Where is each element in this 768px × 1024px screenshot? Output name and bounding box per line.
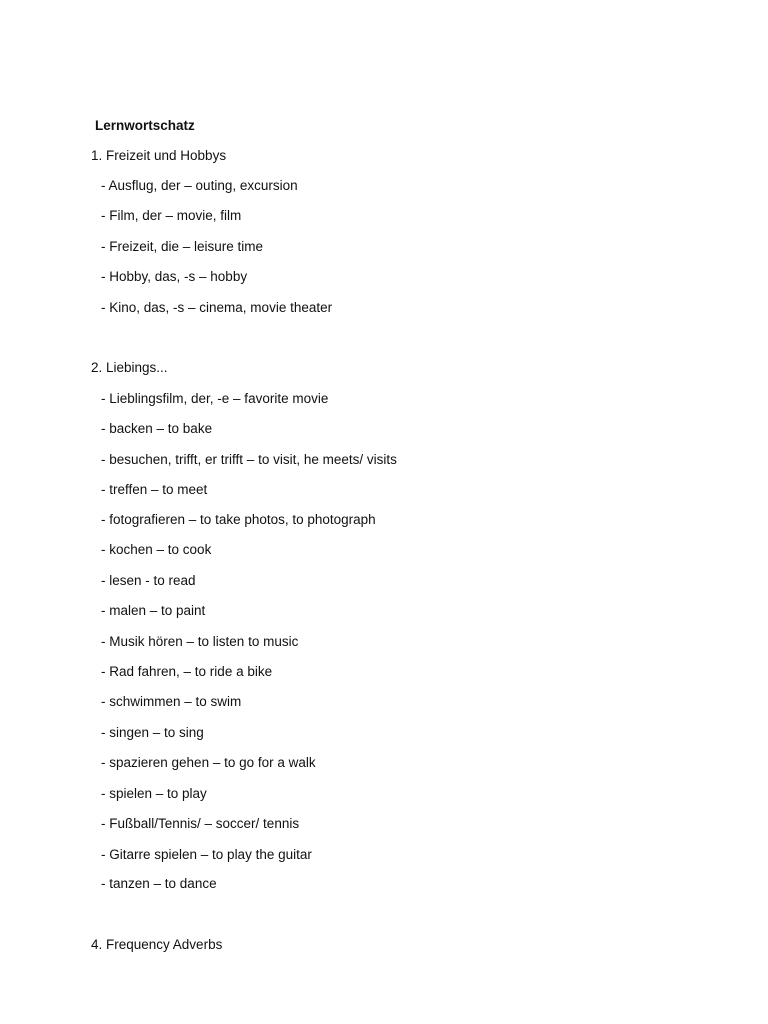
- list-item: - fotografieren – to take photos, to photograph: [101, 512, 376, 527]
- section-heading-freizeit: 1. Freizeit und Hobbys: [91, 148, 227, 163]
- list-item: - Fußball/Tennis/ – soccer/ tennis: [101, 816, 300, 831]
- list-item: - Lieblingsfilm, der, -e – favorite movie: [101, 391, 329, 406]
- list-item: - lesen - to read: [101, 573, 196, 588]
- list-item: - singen – to sing: [101, 725, 204, 740]
- list-item: - backen – to bake: [101, 421, 213, 436]
- section-heading-liebings: 2. Liebings...: [91, 360, 168, 375]
- list-item: - Musik hören – to listen to music: [101, 634, 299, 649]
- list-item: - kochen – to cook: [101, 542, 212, 557]
- list-item: - besuchen, trifft, er trifft – to visit, he meets/ visits: [101, 452, 397, 467]
- list-item: - Ausflug, der – outing, excursion: [101, 178, 298, 193]
- list-item: - spazieren gehen – to go for a walk: [101, 755, 316, 770]
- list-item: - Film, der – movie, film: [101, 208, 242, 223]
- list-item: - Freizeit, die – leisure time: [101, 239, 264, 254]
- list-item: - tanzen – to dance: [101, 876, 217, 891]
- list-item: - malen – to paint: [101, 603, 206, 618]
- list-item: - schwimmen – to swim: [101, 694, 242, 709]
- document-title: Lernwortschatz: [95, 118, 195, 133]
- list-item: - treffen – to meet: [101, 482, 208, 497]
- list-item: - Rad fahren, – to ride a bike: [101, 664, 273, 679]
- list-item: - Kino, das, -s – cinema, movie theater: [101, 300, 333, 315]
- list-item: - spielen – to play: [101, 786, 207, 801]
- section-heading-frequency-adverbs: 4. Frequency Adverbs: [91, 937, 223, 952]
- list-item: - Gitarre spielen – to play the guitar: [101, 847, 312, 862]
- list-item: - Hobby, das, -s – hobby: [101, 269, 248, 284]
